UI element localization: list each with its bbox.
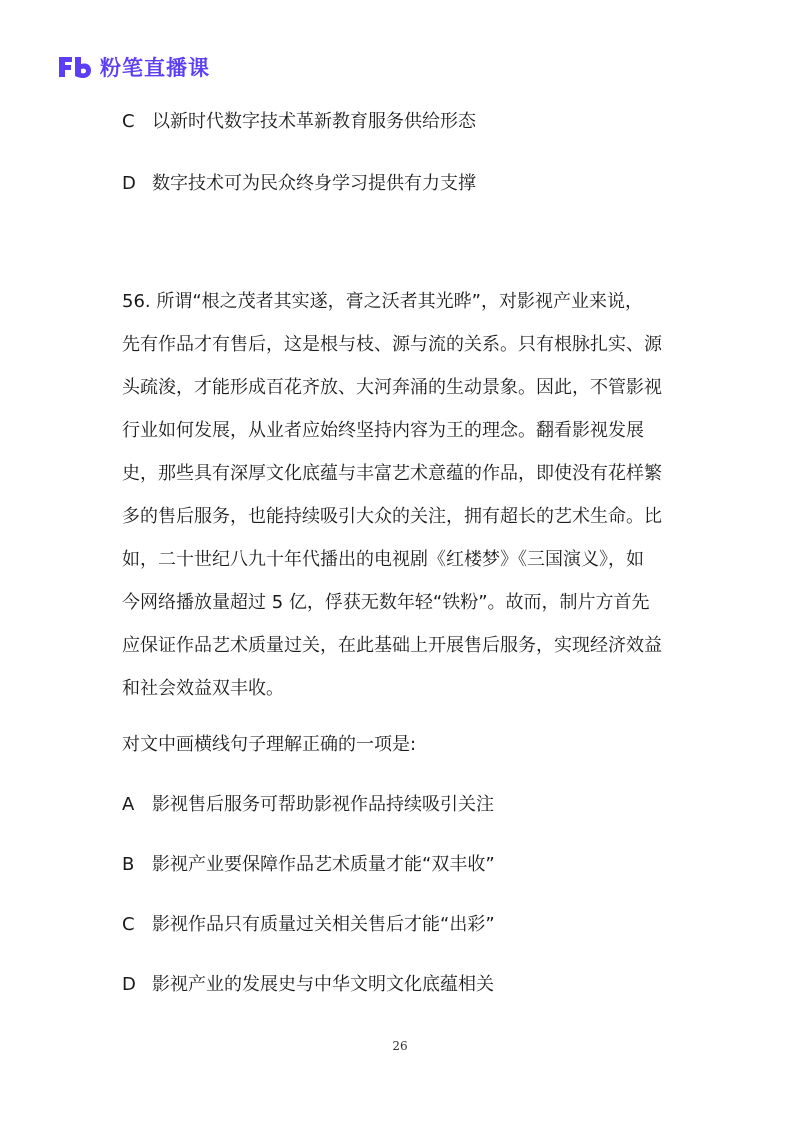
passage-line: 如，二十世纪八九十年代播出的电视剧《红楼梦》《三国演义》，如 xyxy=(122,549,644,570)
option-text: 数字技术可为民众终身学习提供有力支撑 xyxy=(152,173,476,194)
brand-name: 粉笔直播课 xyxy=(100,56,210,80)
passage-line: 头疏浚，才能形成百花齐放、大河奔涌的生动景象。因此，不管影视 xyxy=(122,377,662,398)
option-text: 影视产业要保障作品艺术质量才能“双丰收” xyxy=(152,854,495,875)
question-prompt: 对文中画横线句子理解正确的一项是: xyxy=(122,734,417,755)
option-b xyxy=(122,850,495,876)
option-letter: A xyxy=(122,794,135,815)
fb-logo-icon xyxy=(56,54,92,80)
passage-line: 应保证作品艺术质量过关，在此基础上开展售后服务，实现经济效益 xyxy=(122,635,662,656)
option-a xyxy=(122,790,494,816)
option-text: 影视产业的发展史与中华文明文化底蕴相关 xyxy=(152,974,494,995)
passage-line: 先有作品才有售后，这是根与枝、源与流的关系。只有根脉扎实、源 xyxy=(122,334,662,355)
option-letter: C xyxy=(122,111,135,132)
passage-line: 56. 所谓“根之茂者其实遂，膏之沃者其光晔”，对影视产业来说， xyxy=(122,291,643,312)
passage-line: 多的售后服务，也能持续吸引大众的关注，拥有超长的艺术生命。比 xyxy=(122,506,662,527)
option-c-prev xyxy=(122,107,476,133)
passage-line: 史，那些具有深厚文化底蕴与丰富艺术意蕴的作品，即使没有花样繁 xyxy=(122,463,662,484)
option-d xyxy=(122,970,494,996)
option-letter: B xyxy=(122,854,135,875)
option-letter: D xyxy=(122,974,136,995)
option-text: 影视作品只有质量过关相关售后才能“出彩” xyxy=(152,914,495,935)
option-d-prev xyxy=(122,169,476,195)
option-text: 影视售后服务可帮助影视作品持续吸引关注 xyxy=(152,794,494,815)
option-letter: D xyxy=(122,173,136,194)
passage-line: 行业如何发展，从业者应始终坚持内容为王的理念。翻看影视发展 xyxy=(122,420,644,441)
question-passage xyxy=(122,280,662,710)
passage-line: 今网络播放量超过 5 亿，俘获无数年轻“铁粉”。故而，制片方首先 xyxy=(122,592,650,613)
page-number: 26 xyxy=(392,1039,408,1053)
passage-line: 和社会效益双丰收。 xyxy=(122,678,284,699)
option-c xyxy=(122,910,495,936)
header xyxy=(56,50,210,84)
option-letter: C xyxy=(122,914,135,935)
option-text: 以新时代数字技术革新教育服务供给形态 xyxy=(152,111,476,132)
